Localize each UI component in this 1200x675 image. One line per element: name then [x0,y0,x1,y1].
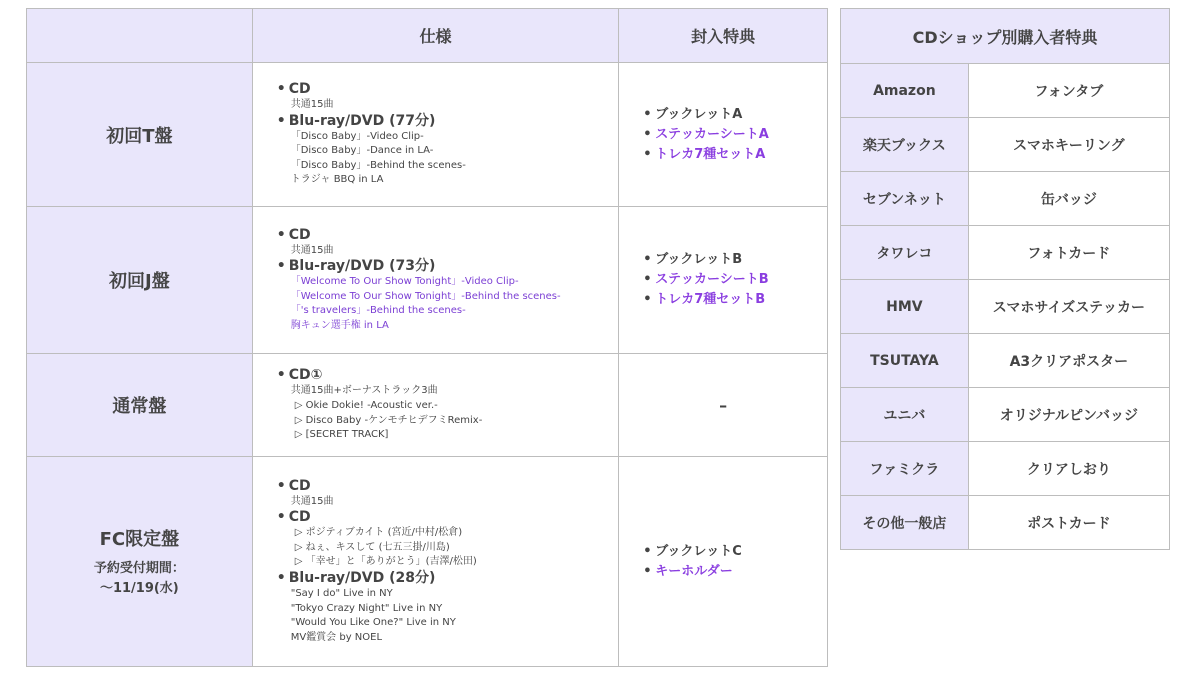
spec-line: ▷ ポジティブカイト (宮近/中村/松倉) [294,527,463,539]
edition-spec [252,354,619,457]
edition-bonus [619,63,828,207]
shop-row [841,226,1170,280]
spec-line: "Would You Like One?" Live in NY [290,617,456,629]
shop-name: セブンネット [841,172,969,226]
shop-name: HMV [841,280,969,334]
shop-row [841,64,1170,118]
spec-line: 共通15曲 [290,495,334,507]
edition-table [26,8,828,667]
shop-bonus-table [840,8,1170,550]
header-bonus: 封入特典 [619,9,828,63]
shop-name: ファミクラ [841,442,969,496]
edition-spec [252,457,619,667]
bonus-item: • トレカ7種セットA [643,145,827,165]
spec-line: ▷ ねぇ、キスして (七五三掛/川島) [294,541,450,553]
spec-line: トラジャ BBQ in LA [290,174,384,186]
spec-line: ▷ 「幸せ」と「ありがとう」(吉澤/松田) [294,556,477,568]
shop-name: タワレコ [841,226,969,280]
edition-name-cell [27,457,253,667]
spec-line: 共通15曲 [290,99,334,111]
edition-spec [252,207,619,354]
spec-line: 「's travelers」-Behind the scenes- [290,305,466,317]
shop-table-header: CDショップ別購入者特典 [841,9,1170,64]
shop-name: その他一般店 [841,496,969,550]
spec-line: 「Disco Baby」-Dance in LA- [290,145,434,157]
shop-perk: 缶バッジ [968,172,1169,226]
shop-perk: A3クリアポスター [968,334,1169,388]
shop-name: Amazon [841,64,969,118]
reservation-label: 予約受付期間： [93,560,185,576]
shop-row [841,442,1170,496]
spec-line: 「Disco Baby」-Behind the scenes- [290,159,466,171]
edition-row-regular [27,354,828,457]
shop-perk: フォンタブ [968,64,1169,118]
spec-item-label: • CD [277,81,619,98]
shop-name: ユニバ [841,388,969,442]
bonus-item: • ブックレットA [643,105,827,125]
shop-perk: ポストカード [968,496,1169,550]
spec-line: "Tokyo Crazy Night" Live in NY [290,602,443,614]
shop-perk: スマホサイズステッカー [968,280,1169,334]
spec-line: 「Welcome To Our Show Tonight」-Behind the scenes- [290,290,561,302]
bonus-item: • ステッカーシートA [643,125,827,145]
edition-row-fc [27,457,828,667]
spec-item-label: • CD① [277,367,619,384]
edition-name: 通常盤 [27,354,253,457]
bonus-item: • ブックレットB [643,250,827,270]
bonus-item: • トレカ7種セットB [643,290,827,310]
spec-line: MV鑑賞会 by NOEL [290,631,383,643]
edition-row-j [27,207,828,354]
spec-item-label: • Blu-ray/DVD (28分) [277,570,619,587]
edition-bonus [619,207,828,354]
shop-perk: スマホキーリング [968,118,1169,172]
spec-line: 「Disco Baby」-Video Clip- [290,130,424,142]
header-blank [27,9,253,63]
spec-item-label: • Blu-ray/DVD (77分) [277,113,619,130]
spec-line: "Say I do" Live in NY [290,588,393,599]
spec-line: 胸キュン選手権 in LA [290,319,389,331]
spec-item-label: • CD [277,509,619,526]
spec-line: ▷ Okie Dokie! -Acoustic ver.- [294,399,438,411]
spec-item-label: • CD [277,227,619,244]
bonus-none: – [619,354,828,457]
bonus-item: • ブックレットC [643,542,827,562]
spec-item-label: • Blu-ray/DVD (73分) [277,258,619,275]
shop-row [841,118,1170,172]
shop-row [841,496,1170,550]
shop-row [841,388,1170,442]
spec-line: ▷ Disco Baby -ケンモチヒデフミRemix- [294,414,483,426]
bonus-item: • キーホルダー [643,562,827,582]
edition-name: 初回T盤 [27,63,253,207]
shop-row [841,172,1170,226]
bonus-item: • ステッカーシートB [643,270,827,290]
edition-spec [252,63,619,207]
edition-name: FC限定盤 [99,528,180,550]
shop-perk: オリジナルピンバッジ [968,388,1169,442]
edition-row-t [27,63,828,207]
spec-line: ▷ [SECRET TRACK] [294,429,389,441]
edition-name: 初回J盤 [27,207,253,354]
spec-line: 共通15曲+ボーナストラック3曲 [290,385,438,397]
shop-row [841,334,1170,388]
shop-perk: クリアしおり [968,442,1169,496]
edition-bonus [619,457,828,667]
spec-line: 共通15曲 [290,244,334,256]
header-spec: 仕様 [252,9,619,63]
spec-item-label: • CD [277,478,619,495]
shop-name: TSUTAYA [841,334,969,388]
spec-line: 「Welcome To Our Show Tonight」-Video Clip- [290,276,519,288]
reservation-deadline: ～11/19(水) [99,580,179,596]
shop-row [841,280,1170,334]
shop-name: 楽天ブックス [841,118,969,172]
shop-perk: フォトカード [968,226,1169,280]
